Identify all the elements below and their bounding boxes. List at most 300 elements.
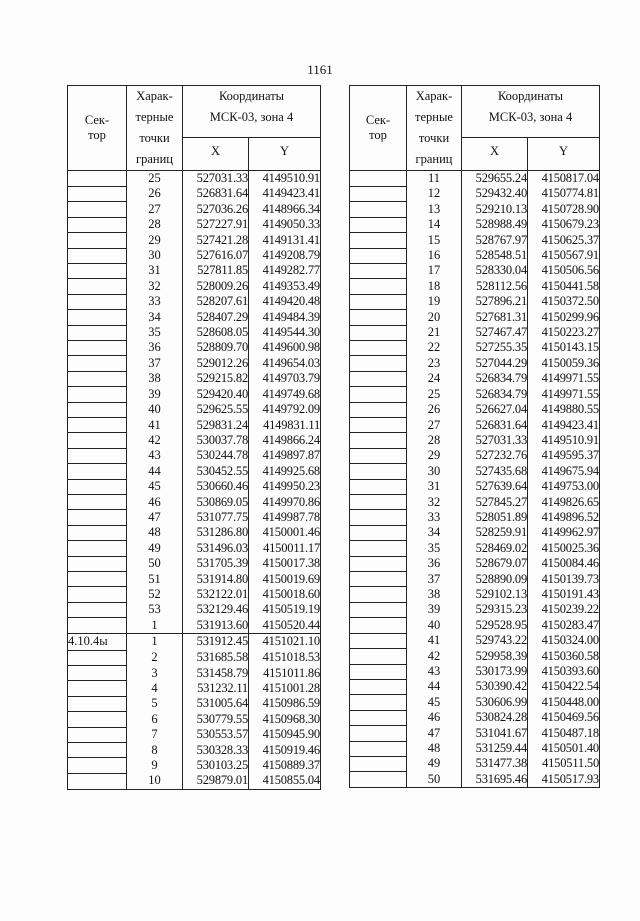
point-cell: 23 — [407, 356, 462, 371]
point-cell: 22 — [407, 340, 462, 355]
point-cell: 43 — [407, 664, 462, 679]
x-cell: 528051.89 — [462, 510, 528, 525]
sector-cell — [68, 248, 127, 263]
point-cell: 44 — [407, 679, 462, 694]
y-cell: 4150817.04 — [528, 171, 600, 187]
sector-cell — [68, 681, 127, 696]
table-row — [68, 310, 321, 325]
header-characteristic-points: Харак- терные точки границ — [407, 86, 462, 171]
sector-cell — [350, 371, 407, 386]
x-cell: 531496.03 — [183, 541, 249, 556]
x-cell: 531259.44 — [462, 741, 528, 756]
sector-cell — [350, 464, 407, 479]
x-cell: 529958.39 — [462, 649, 528, 664]
point-cell: 5 — [127, 696, 183, 711]
sector-cell — [350, 587, 407, 602]
x-cell: 530103.25 — [183, 758, 249, 773]
sector-cell — [350, 618, 407, 633]
y-cell: 4150011.17 — [249, 541, 321, 556]
table-row — [68, 202, 321, 217]
table-row — [68, 171, 321, 187]
sector-cell — [350, 556, 407, 571]
x-cell: 527421.28 — [183, 233, 249, 248]
sector-cell — [68, 650, 127, 665]
table-row — [68, 263, 321, 278]
x-cell: 529012.26 — [183, 356, 249, 371]
y-cell: 4150360.58 — [528, 649, 600, 664]
table-row — [350, 202, 600, 217]
sector-cell — [350, 710, 407, 725]
sector-cell — [68, 618, 127, 634]
y-cell: 4150487.18 — [528, 726, 600, 741]
sector-cell — [350, 279, 407, 294]
y-cell: 4149925.68 — [249, 464, 321, 479]
y-cell: 4150919.46 — [249, 743, 321, 758]
x-cell: 530824.28 — [462, 710, 528, 725]
point-cell: 41 — [127, 418, 183, 433]
y-cell: 4150019.69 — [249, 572, 321, 587]
header-sector: Сек- тор — [68, 86, 127, 171]
x-cell: 528407.29 — [183, 310, 249, 325]
sector-cell — [68, 743, 127, 758]
table-row — [68, 681, 321, 696]
point-cell: 34 — [127, 310, 183, 325]
x-cell: 530606.99 — [462, 695, 528, 710]
x-cell: 529831.24 — [183, 418, 249, 433]
table-row — [350, 310, 600, 325]
sector-cell — [68, 418, 127, 433]
sector-cell — [68, 387, 127, 402]
y-cell: 4149510.91 — [528, 433, 600, 448]
table-row — [350, 356, 600, 371]
x-cell: 528890.09 — [462, 572, 528, 587]
point-cell: 49 — [127, 541, 183, 556]
table-row — [350, 726, 600, 741]
sector-cell — [350, 741, 407, 756]
sector-cell — [350, 340, 407, 355]
table-row — [68, 587, 321, 602]
table-row — [68, 448, 321, 463]
y-cell: 4150017.38 — [249, 556, 321, 571]
y-cell: 4150506.56 — [528, 263, 600, 278]
y-cell: 4149703.79 — [249, 371, 321, 386]
sector-cell — [350, 572, 407, 587]
x-cell: 531695.46 — [462, 772, 528, 788]
table-row — [68, 479, 321, 494]
sector-cell — [350, 756, 407, 771]
header-x: X — [183, 138, 249, 171]
sector-cell — [68, 696, 127, 711]
y-cell: 4150986.59 — [249, 696, 321, 711]
x-cell: 529528.95 — [462, 618, 528, 633]
sector-cell — [350, 649, 407, 664]
point-cell: 45 — [127, 479, 183, 494]
sector-cell — [68, 279, 127, 294]
x-cell: 528767.97 — [462, 233, 528, 248]
sector-cell — [350, 171, 407, 187]
table-row — [350, 772, 600, 788]
y-cell: 4149423.41 — [528, 418, 600, 433]
y-cell: 4150393.60 — [528, 664, 600, 679]
table-row — [350, 479, 600, 494]
x-cell: 531912.45 — [183, 634, 249, 650]
x-cell: 528009.26 — [183, 279, 249, 294]
x-cell: 530037.78 — [183, 433, 249, 448]
y-cell: 4151011.86 — [249, 666, 321, 681]
x-cell: 527639.64 — [462, 479, 528, 494]
table-row — [350, 741, 600, 756]
header-characteristic-points: Харак- терные точки границ — [127, 86, 183, 171]
sector-cell — [350, 679, 407, 694]
x-cell: 529432.40 — [462, 186, 528, 201]
point-cell: 20 — [407, 310, 462, 325]
table-row — [68, 340, 321, 355]
sector-cell — [68, 602, 127, 617]
point-cell: 1 — [127, 634, 183, 650]
point-cell: 14 — [407, 217, 462, 232]
table-row — [68, 233, 321, 248]
x-cell: 529210.13 — [462, 202, 528, 217]
sector-cell — [68, 186, 127, 201]
sector-cell — [68, 556, 127, 571]
x-cell: 531232.11 — [183, 681, 249, 696]
sector-cell — [350, 664, 407, 679]
point-cell: 49 — [407, 756, 462, 771]
y-cell: 4150025.36 — [528, 541, 600, 556]
point-cell: 51 — [127, 572, 183, 587]
table-row — [68, 727, 321, 742]
table-row — [68, 387, 321, 402]
table-row — [68, 634, 321, 650]
sector-cell — [68, 325, 127, 340]
table-row — [350, 525, 600, 540]
table-row — [350, 495, 600, 510]
x-cell: 531077.75 — [183, 510, 249, 525]
point-cell: 25 — [127, 171, 183, 187]
table-row — [350, 649, 600, 664]
x-cell: 526627.04 — [462, 402, 528, 417]
sector-cell — [68, 587, 127, 602]
y-cell: 4150018.60 — [249, 587, 321, 602]
table-row — [68, 402, 321, 417]
point-cell: 35 — [407, 541, 462, 556]
table-row — [68, 325, 321, 340]
table-row — [350, 695, 600, 710]
point-cell: 30 — [127, 248, 183, 263]
y-cell: 4151001.28 — [249, 681, 321, 696]
table-row — [350, 217, 600, 232]
table-row — [68, 186, 321, 201]
table-row — [350, 233, 600, 248]
sector-cell — [68, 433, 127, 448]
point-cell: 33 — [407, 510, 462, 525]
table-row — [350, 464, 600, 479]
point-cell: 25 — [407, 387, 462, 402]
point-cell: 38 — [407, 587, 462, 602]
sector-cell — [350, 525, 407, 540]
y-cell: 4149971.55 — [528, 371, 600, 386]
y-cell: 4149950.23 — [249, 479, 321, 494]
x-cell: 527031.33 — [462, 433, 528, 448]
y-cell: 4150372.50 — [528, 294, 600, 309]
point-cell: 48 — [127, 525, 183, 540]
table-row — [68, 294, 321, 309]
table-row — [68, 758, 321, 773]
sector-cell — [350, 310, 407, 325]
point-cell: 34 — [407, 525, 462, 540]
point-cell: 10 — [127, 773, 183, 789]
header-y: Y — [249, 138, 321, 171]
y-cell: 4149675.94 — [528, 464, 600, 479]
point-cell: 29 — [127, 233, 183, 248]
table-row — [350, 448, 600, 463]
x-cell: 528548.51 — [462, 248, 528, 263]
sector-cell — [68, 666, 127, 681]
point-cell: 31 — [127, 263, 183, 278]
sector-cell — [350, 217, 407, 232]
header-sector: Сек- тор — [350, 86, 407, 171]
y-cell: 4150679.23 — [528, 217, 600, 232]
y-cell: 4150469.56 — [528, 710, 600, 725]
point-cell: 11 — [407, 171, 462, 187]
point-cell: 3 — [127, 666, 183, 681]
sector-cell — [68, 171, 127, 187]
point-cell: 40 — [127, 402, 183, 417]
sector-cell — [68, 356, 127, 371]
y-cell: 4149831.11 — [249, 418, 321, 433]
sector-cell — [68, 217, 127, 232]
x-cell: 530869.05 — [183, 495, 249, 510]
y-cell: 4150945.90 — [249, 727, 321, 742]
y-cell: 4148966.34 — [249, 202, 321, 217]
y-cell: 4150283.47 — [528, 618, 600, 633]
x-cell: 531286.80 — [183, 525, 249, 540]
y-cell: 4150448.00 — [528, 695, 600, 710]
point-cell: 42 — [407, 649, 462, 664]
y-cell: 4149654.03 — [249, 356, 321, 371]
point-cell: 13 — [407, 202, 462, 217]
x-cell: 531913.60 — [183, 618, 249, 634]
point-cell: 27 — [127, 202, 183, 217]
y-cell: 4149897.87 — [249, 448, 321, 463]
y-cell: 4149353.49 — [249, 279, 321, 294]
point-cell: 41 — [407, 633, 462, 648]
y-cell: 4149792.09 — [249, 402, 321, 417]
x-cell: 528207.61 — [183, 294, 249, 309]
point-cell: 35 — [127, 325, 183, 340]
y-cell: 4150968.30 — [249, 712, 321, 727]
sector-cell — [68, 758, 127, 773]
x-cell: 527845.27 — [462, 495, 528, 510]
point-cell: 45 — [407, 695, 462, 710]
x-cell: 527255.35 — [462, 340, 528, 355]
table-row — [350, 541, 600, 556]
header-y: Y — [528, 138, 600, 171]
table-row — [68, 696, 321, 711]
point-cell: 17 — [407, 263, 462, 278]
point-cell: 32 — [127, 279, 183, 294]
y-cell: 4149510.91 — [249, 171, 321, 187]
x-cell: 530779.55 — [183, 712, 249, 727]
sector-cell — [68, 510, 127, 525]
point-cell: 19 — [407, 294, 462, 309]
sector-cell — [68, 495, 127, 510]
y-cell: 4149962.97 — [528, 525, 600, 540]
table-row — [350, 340, 600, 355]
point-cell: 15 — [407, 233, 462, 248]
sector-cell — [350, 510, 407, 525]
table-row — [350, 325, 600, 340]
coordinates-table-left — [67, 85, 321, 790]
y-cell: 4149987.78 — [249, 510, 321, 525]
y-cell: 4149131.41 — [249, 233, 321, 248]
point-cell: 29 — [407, 448, 462, 463]
sector-cell — [350, 402, 407, 417]
x-cell: 531914.80 — [183, 572, 249, 587]
sector-cell — [68, 541, 127, 556]
sector-cell — [350, 325, 407, 340]
table-row — [350, 371, 600, 386]
y-cell: 4149050.33 — [249, 217, 321, 232]
x-cell: 527227.91 — [183, 217, 249, 232]
point-cell: 26 — [407, 402, 462, 417]
table-row — [350, 572, 600, 587]
table-row — [68, 712, 321, 727]
point-cell: 39 — [407, 602, 462, 617]
sector-cell: 4.10.4ы — [68, 634, 127, 650]
y-cell: 4149595.37 — [528, 448, 600, 463]
sector-cell — [350, 448, 407, 463]
point-cell: 38 — [127, 371, 183, 386]
table-row — [350, 556, 600, 571]
sector-cell — [68, 525, 127, 540]
sector-cell — [68, 712, 127, 727]
y-cell: 4150728.90 — [528, 202, 600, 217]
y-cell: 4149423.41 — [249, 186, 321, 201]
x-cell: 526831.64 — [183, 186, 249, 201]
table-row — [68, 418, 321, 433]
table-row — [350, 664, 600, 679]
table-row — [68, 666, 321, 681]
sector-cell — [68, 402, 127, 417]
sector-cell — [350, 479, 407, 494]
sector-cell — [350, 495, 407, 510]
x-cell: 531041.67 — [462, 726, 528, 741]
y-cell: 4149880.55 — [528, 402, 600, 417]
sector-cell — [68, 479, 127, 494]
x-cell: 527031.33 — [183, 171, 249, 187]
sector-cell — [350, 202, 407, 217]
y-cell: 4151021.10 — [249, 634, 321, 650]
table-row — [350, 387, 600, 402]
point-cell: 36 — [127, 340, 183, 355]
sector-cell — [350, 695, 407, 710]
x-cell: 527467.47 — [462, 325, 528, 340]
y-cell: 4150059.36 — [528, 356, 600, 371]
point-cell: 6 — [127, 712, 183, 727]
table-row — [350, 171, 600, 187]
y-cell: 4150239.22 — [528, 602, 600, 617]
point-cell: 37 — [127, 356, 183, 371]
table-row — [350, 402, 600, 417]
y-cell: 4150501.40 — [528, 741, 600, 756]
sector-cell — [350, 233, 407, 248]
coordinates-table-right — [349, 85, 600, 788]
sector-cell — [350, 186, 407, 201]
point-cell: 44 — [127, 464, 183, 479]
sector-cell — [350, 294, 407, 309]
x-cell: 528259.91 — [462, 525, 528, 540]
sector-cell — [350, 387, 407, 402]
sector-cell — [68, 727, 127, 742]
y-cell: 4150191.43 — [528, 587, 600, 602]
table-row — [68, 773, 321, 789]
x-cell: 527232.76 — [462, 448, 528, 463]
point-cell: 36 — [407, 556, 462, 571]
x-cell: 531477.38 — [462, 756, 528, 771]
x-cell: 530173.99 — [462, 664, 528, 679]
table-row — [68, 279, 321, 294]
point-cell: 52 — [127, 587, 183, 602]
table-row — [68, 510, 321, 525]
x-cell: 528469.02 — [462, 541, 528, 556]
sector-cell — [350, 726, 407, 741]
point-cell: 4 — [127, 681, 183, 696]
y-cell: 4149971.55 — [528, 387, 600, 402]
table-row — [350, 618, 600, 633]
sector-cell — [68, 572, 127, 587]
point-cell: 46 — [127, 495, 183, 510]
x-cell: 529625.55 — [183, 402, 249, 417]
x-cell: 528809.70 — [183, 340, 249, 355]
sector-cell — [350, 248, 407, 263]
y-cell: 4150299.96 — [528, 310, 600, 325]
point-cell: 12 — [407, 186, 462, 201]
x-cell: 527044.29 — [462, 356, 528, 371]
sector-cell — [350, 433, 407, 448]
x-cell: 527681.31 — [462, 310, 528, 325]
x-cell: 529743.22 — [462, 633, 528, 648]
x-cell: 528112.56 — [462, 279, 528, 294]
point-cell: 7 — [127, 727, 183, 742]
x-cell: 530328.33 — [183, 743, 249, 758]
table-row — [350, 263, 600, 278]
y-cell: 4150625.37 — [528, 233, 600, 248]
table-row — [68, 371, 321, 386]
x-cell: 527036.26 — [183, 202, 249, 217]
y-cell: 4149484.39 — [249, 310, 321, 325]
y-cell: 4150143.15 — [528, 340, 600, 355]
y-cell: 4150519.19 — [249, 602, 321, 617]
y-cell: 4150084.46 — [528, 556, 600, 571]
point-cell: 30 — [407, 464, 462, 479]
point-cell: 31 — [407, 479, 462, 494]
table-row — [68, 618, 321, 634]
sector-cell — [350, 772, 407, 788]
y-cell: 4149420.48 — [249, 294, 321, 309]
y-cell: 4149970.86 — [249, 495, 321, 510]
point-cell: 48 — [407, 741, 462, 756]
x-cell: 529420.40 — [183, 387, 249, 402]
point-cell: 32 — [407, 495, 462, 510]
table-row — [68, 525, 321, 540]
point-cell: 50 — [407, 772, 462, 788]
table-row — [68, 556, 321, 571]
table-row — [68, 433, 321, 448]
x-cell: 530553.57 — [183, 727, 249, 742]
y-cell: 4150223.27 — [528, 325, 600, 340]
y-cell: 4149208.79 — [249, 248, 321, 263]
